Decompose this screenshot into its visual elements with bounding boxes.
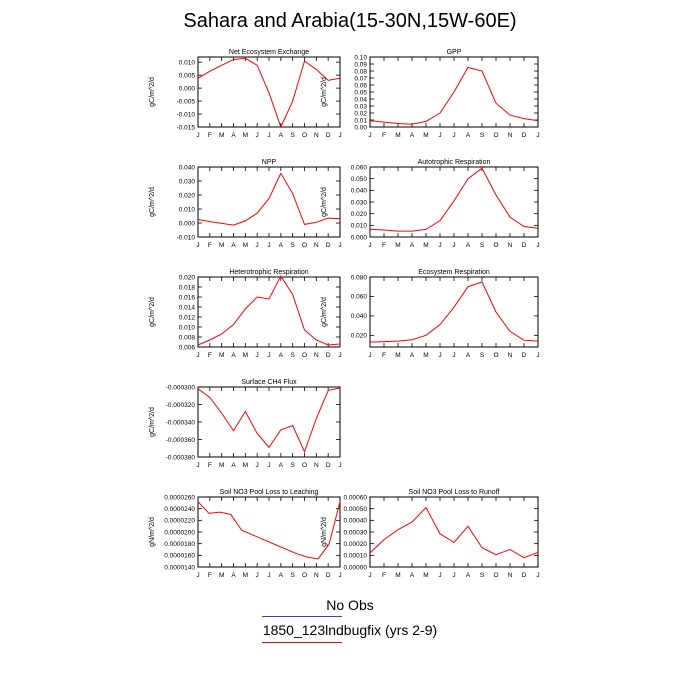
x-tick-label: O [493, 132, 499, 139]
x-tick-label: J [196, 132, 200, 139]
x-tick-label: O [301, 352, 308, 359]
x-tick-label: A [278, 572, 284, 579]
x-tick-label: A [278, 352, 284, 359]
x-tick-label: A [465, 242, 471, 249]
x-tick-label: M [423, 242, 429, 249]
chart-title: Net Ecosystem Exchange [228, 49, 310, 56]
y-axis-label: gC/m^2/d [149, 77, 156, 107]
y-tick-label: -0.010 [176, 111, 195, 119]
x-tick-label: A [278, 242, 284, 249]
x-tick-label: O [493, 572, 499, 579]
x-tick-label: S [290, 572, 295, 579]
y-tick-label: 0.08 [354, 68, 367, 76]
y-tick-label: 0.09 [354, 61, 367, 69]
y-tick-label: 0.00040 [343, 517, 367, 525]
y-tick-label: 0.016 [178, 294, 195, 302]
x-tick-label: F [382, 242, 386, 249]
x-tick-label: J [368, 132, 372, 139]
y-tick-label: 0.05 [354, 89, 367, 97]
plot-frame [198, 497, 340, 567]
x-tick-label: J [452, 572, 456, 579]
y-tick-label: 0.000 [350, 234, 367, 242]
x-tick-label: D [325, 572, 331, 579]
y-tick-label: 0.010 [178, 59, 195, 67]
y-tick-label: 0.00030 [343, 529, 367, 537]
x-tick-label: F [207, 132, 212, 139]
x-tick-label: A [465, 352, 471, 359]
legend-model-line [262, 642, 342, 643]
y-tick-label: 0.04 [354, 96, 367, 104]
y-tick-label: 0.020 [178, 192, 195, 200]
x-tick-label: J [338, 462, 342, 469]
x-tick-label: M [242, 132, 249, 139]
y-tick-label: -0.005 [176, 98, 195, 106]
y-tick-label: 0.00000 [343, 564, 367, 572]
x-tick-label: A [278, 462, 284, 469]
x-tick-label: M [395, 132, 401, 139]
y-tick-label: 0.00060 [343, 494, 367, 502]
x-tick-label: D [521, 132, 527, 139]
y-tick-label: 0.040 [350, 187, 367, 195]
x-tick-label: N [313, 462, 319, 469]
y-tick-label: 0.10 [354, 54, 367, 62]
model-series-line [198, 502, 340, 559]
x-tick-label: M [218, 462, 225, 469]
model-series-line [370, 508, 538, 558]
x-tick-label: M [423, 572, 429, 579]
x-tick-label: O [301, 572, 308, 579]
plot-frame [198, 277, 340, 347]
x-tick-label: O [493, 352, 499, 359]
x-tick-label: J [255, 352, 259, 359]
x-tick-label: M [218, 572, 225, 579]
x-tick-label: N [313, 132, 319, 139]
x-tick-label: M [242, 572, 249, 579]
x-tick-label: M [242, 352, 249, 359]
chart-title: Autotrophic Respiration [417, 159, 491, 166]
x-tick-label: N [507, 352, 513, 359]
y-axis-label: gC/m^2/d [149, 187, 156, 217]
chart-npp [149, 159, 342, 249]
x-tick-label: O [301, 242, 308, 249]
x-tick-label: J [255, 572, 259, 579]
x-tick-label: D [325, 462, 331, 469]
y-tick-label: 0.0000140 [164, 564, 195, 572]
x-tick-label: F [382, 572, 386, 579]
x-tick-label: M [218, 242, 225, 249]
x-tick-label: J [438, 242, 442, 249]
x-tick-label: A [231, 462, 236, 469]
model-series-line [370, 282, 538, 342]
x-tick-label: S [290, 242, 295, 249]
x-tick-label: M [218, 352, 225, 359]
x-tick-label: M [423, 352, 429, 359]
y-axis-label: gN/m^2/d [321, 517, 328, 547]
x-tick-label: A [409, 242, 415, 249]
y-tick-label: -0.000320 [165, 401, 195, 409]
y-tick-label: 0.03 [354, 103, 367, 111]
y-tick-label: 0.02 [354, 110, 367, 118]
x-tick-label: F [207, 352, 212, 359]
x-tick-label: J [438, 572, 442, 579]
y-tick-label: 0.010 [178, 324, 195, 332]
y-tick-label: -0.000360 [165, 436, 195, 444]
x-tick-label: S [479, 242, 485, 249]
chart-title: Surface CH4 Flux [241, 379, 297, 386]
x-tick-label: J [368, 242, 372, 249]
legend-obs-line [262, 616, 342, 617]
x-tick-label: A [278, 132, 284, 139]
x-tick-label: J [196, 242, 200, 249]
chart-surface-ch4-flux [149, 379, 342, 469]
y-tick-label: 0.014 [178, 304, 195, 312]
y-tick-label: 0.060 [350, 164, 367, 172]
y-tick-label: -0.000300 [165, 384, 195, 392]
x-tick-label: D [521, 242, 527, 249]
model-series-line [198, 388, 340, 452]
y-tick-label: 0.060 [350, 293, 367, 301]
y-tick-label: 0.00020 [343, 540, 367, 548]
y-tick-label: 0.01 [354, 117, 367, 125]
x-tick-label: M [395, 572, 401, 579]
y-tick-label: -0.000380 [165, 454, 195, 462]
y-tick-label: 0.00 [354, 124, 367, 132]
y-tick-label: -0.000340 [165, 419, 195, 427]
x-tick-label: A [409, 572, 415, 579]
x-tick-label: A [231, 572, 236, 579]
x-tick-label: M [242, 242, 249, 249]
x-tick-label: S [479, 132, 485, 139]
x-tick-label: J [267, 132, 271, 139]
x-tick-label: O [493, 242, 499, 249]
x-tick-label: J [536, 242, 540, 249]
x-tick-label: M [423, 132, 429, 139]
chart-gpp [321, 49, 540, 139]
x-tick-label: O [301, 462, 308, 469]
x-tick-label: F [207, 242, 212, 249]
chart-title: Soil NO3 Pool Loss to Runoff [408, 489, 500, 496]
model-series-line [198, 173, 340, 225]
plot-frame [198, 167, 340, 237]
y-axis-label: gC/m^2/d [149, 407, 156, 437]
x-tick-label: J [368, 352, 372, 359]
y-axis-label: gC/m^2/d [149, 297, 156, 327]
x-tick-label: J [196, 462, 200, 469]
x-tick-label: J [452, 352, 456, 359]
x-tick-label: J [438, 352, 442, 359]
y-tick-label: -0.015 [176, 124, 195, 132]
x-tick-label: J [255, 242, 259, 249]
y-tick-label: 0.020 [350, 332, 367, 340]
x-tick-label: J [452, 242, 456, 249]
x-tick-label: M [242, 462, 249, 469]
chart-title: NPP [261, 159, 277, 166]
y-axis-label: gC/m^2/d [321, 187, 328, 217]
x-tick-label: F [207, 572, 212, 579]
x-tick-label: J [368, 572, 372, 579]
y-tick-label: 0.010 [178, 206, 195, 214]
y-tick-label: 0.00050 [343, 505, 367, 513]
x-tick-label: M [395, 352, 401, 359]
x-tick-label: A [465, 572, 471, 579]
legend-obs-label: No Obs [326, 597, 374, 613]
model-series-line [370, 168, 538, 231]
x-tick-label: O [301, 132, 308, 139]
x-tick-label: F [382, 132, 386, 139]
y-tick-label: 0.010 [350, 222, 367, 230]
x-tick-label: D [325, 242, 331, 249]
x-tick-label: N [313, 352, 319, 359]
plot-frame [370, 167, 538, 237]
x-tick-label: J [255, 462, 259, 469]
y-tick-label: 0.0000240 [164, 505, 195, 513]
x-tick-label: J [267, 462, 271, 469]
chart-title: GPP [446, 49, 462, 56]
x-tick-label: N [507, 572, 513, 579]
x-tick-label: D [521, 572, 527, 579]
y-tick-label: 0.008 [178, 334, 195, 342]
x-tick-label: J [338, 352, 342, 359]
y-tick-label: 0.000 [178, 220, 195, 228]
y-tick-label: 0.040 [178, 164, 195, 172]
model-series-line [198, 276, 340, 345]
x-tick-label: J [536, 572, 540, 579]
chart-heterotrophic-respiration [149, 269, 342, 359]
y-tick-label: 0.018 [178, 284, 195, 292]
x-tick-label: J [452, 132, 456, 139]
y-axis-label: gC/m^2/d [321, 77, 328, 107]
x-tick-label: S [290, 462, 295, 469]
x-tick-label: A [409, 352, 415, 359]
x-tick-label: S [479, 572, 485, 579]
x-tick-label: N [313, 572, 319, 579]
y-tick-label: 0.012 [178, 314, 195, 322]
x-tick-label: J [536, 352, 540, 359]
x-tick-label: D [325, 132, 331, 139]
y-tick-label: 0.030 [178, 178, 195, 186]
figure-title: Sahara and Arabia(15-30N,15W-60E) [183, 10, 517, 32]
x-tick-label: J [536, 132, 540, 139]
y-tick-label: 0.00010 [343, 552, 367, 560]
x-tick-label: A [231, 352, 236, 359]
chart-soil-no3-runoff [321, 489, 540, 579]
chart-net-ecosystem-exchange [149, 49, 342, 139]
x-tick-label: J [338, 572, 342, 579]
x-tick-label: A [465, 132, 471, 139]
x-tick-label: D [521, 352, 527, 359]
chart-soil-no3-leaching [149, 489, 342, 579]
y-tick-label: 0.006 [178, 344, 195, 352]
x-tick-label: S [290, 132, 295, 139]
x-tick-label: J [196, 352, 200, 359]
x-tick-label: J [438, 132, 442, 139]
y-tick-label: 0.0000200 [164, 529, 195, 537]
x-tick-label: M [218, 132, 225, 139]
x-tick-label: D [325, 352, 331, 359]
chart-title: Heterotrophic Respiration [229, 269, 309, 276]
y-tick-label: 0.0000160 [164, 552, 195, 560]
x-tick-label: M [395, 242, 401, 249]
x-tick-label: S [479, 352, 485, 359]
chart-title: Ecosystem Respiration [418, 269, 490, 276]
x-tick-label: N [507, 242, 513, 249]
model-series-line [370, 68, 538, 125]
y-tick-label: 0.040 [350, 313, 367, 321]
x-tick-label: F [382, 352, 386, 359]
plot-frame [370, 277, 538, 347]
y-tick-label: -0.010 [176, 234, 195, 242]
x-tick-label: J [196, 572, 200, 579]
y-axis-label: gN/m^2/d [149, 517, 156, 547]
chart-autotrophic-respiration [321, 159, 540, 249]
y-tick-label: 0.005 [178, 72, 195, 80]
y-tick-label: 0.050 [350, 175, 367, 183]
x-tick-label: J [255, 132, 259, 139]
x-tick-label: J [267, 352, 271, 359]
y-tick-label: 0.07 [354, 75, 367, 83]
x-tick-label: N [313, 242, 319, 249]
x-tick-label: J [338, 242, 342, 249]
chart-ecosystem-respiration [321, 269, 540, 359]
y-tick-label: 0.080 [350, 274, 367, 282]
y-tick-label: 0.0000260 [164, 494, 195, 502]
legend-model-label: 1850_123lndbugfix (yrs 2-9) [262, 622, 438, 638]
x-tick-label: S [290, 352, 295, 359]
y-tick-label: 0.0000180 [164, 540, 195, 548]
y-tick-label: 0.020 [350, 210, 367, 218]
y-axis-label: gC/m^2/d [321, 297, 328, 327]
x-tick-label: A [409, 132, 415, 139]
y-tick-label: 0.030 [350, 199, 367, 207]
x-tick-label: J [338, 132, 342, 139]
x-tick-label: F [207, 462, 212, 469]
y-tick-label: 0.020 [178, 274, 195, 282]
y-tick-label: 0.06 [354, 82, 367, 90]
model-series-line [198, 58, 340, 127]
chart-title: Soil NO3 Pool Loss to Leaching [219, 489, 319, 496]
x-tick-label: J [267, 242, 271, 249]
x-tick-label: A [231, 242, 236, 249]
x-tick-label: A [231, 132, 236, 139]
y-tick-label: 0.000 [178, 85, 195, 93]
y-tick-label: 0.0000220 [164, 517, 195, 525]
x-tick-label: J [267, 572, 271, 579]
x-tick-label: N [507, 132, 513, 139]
